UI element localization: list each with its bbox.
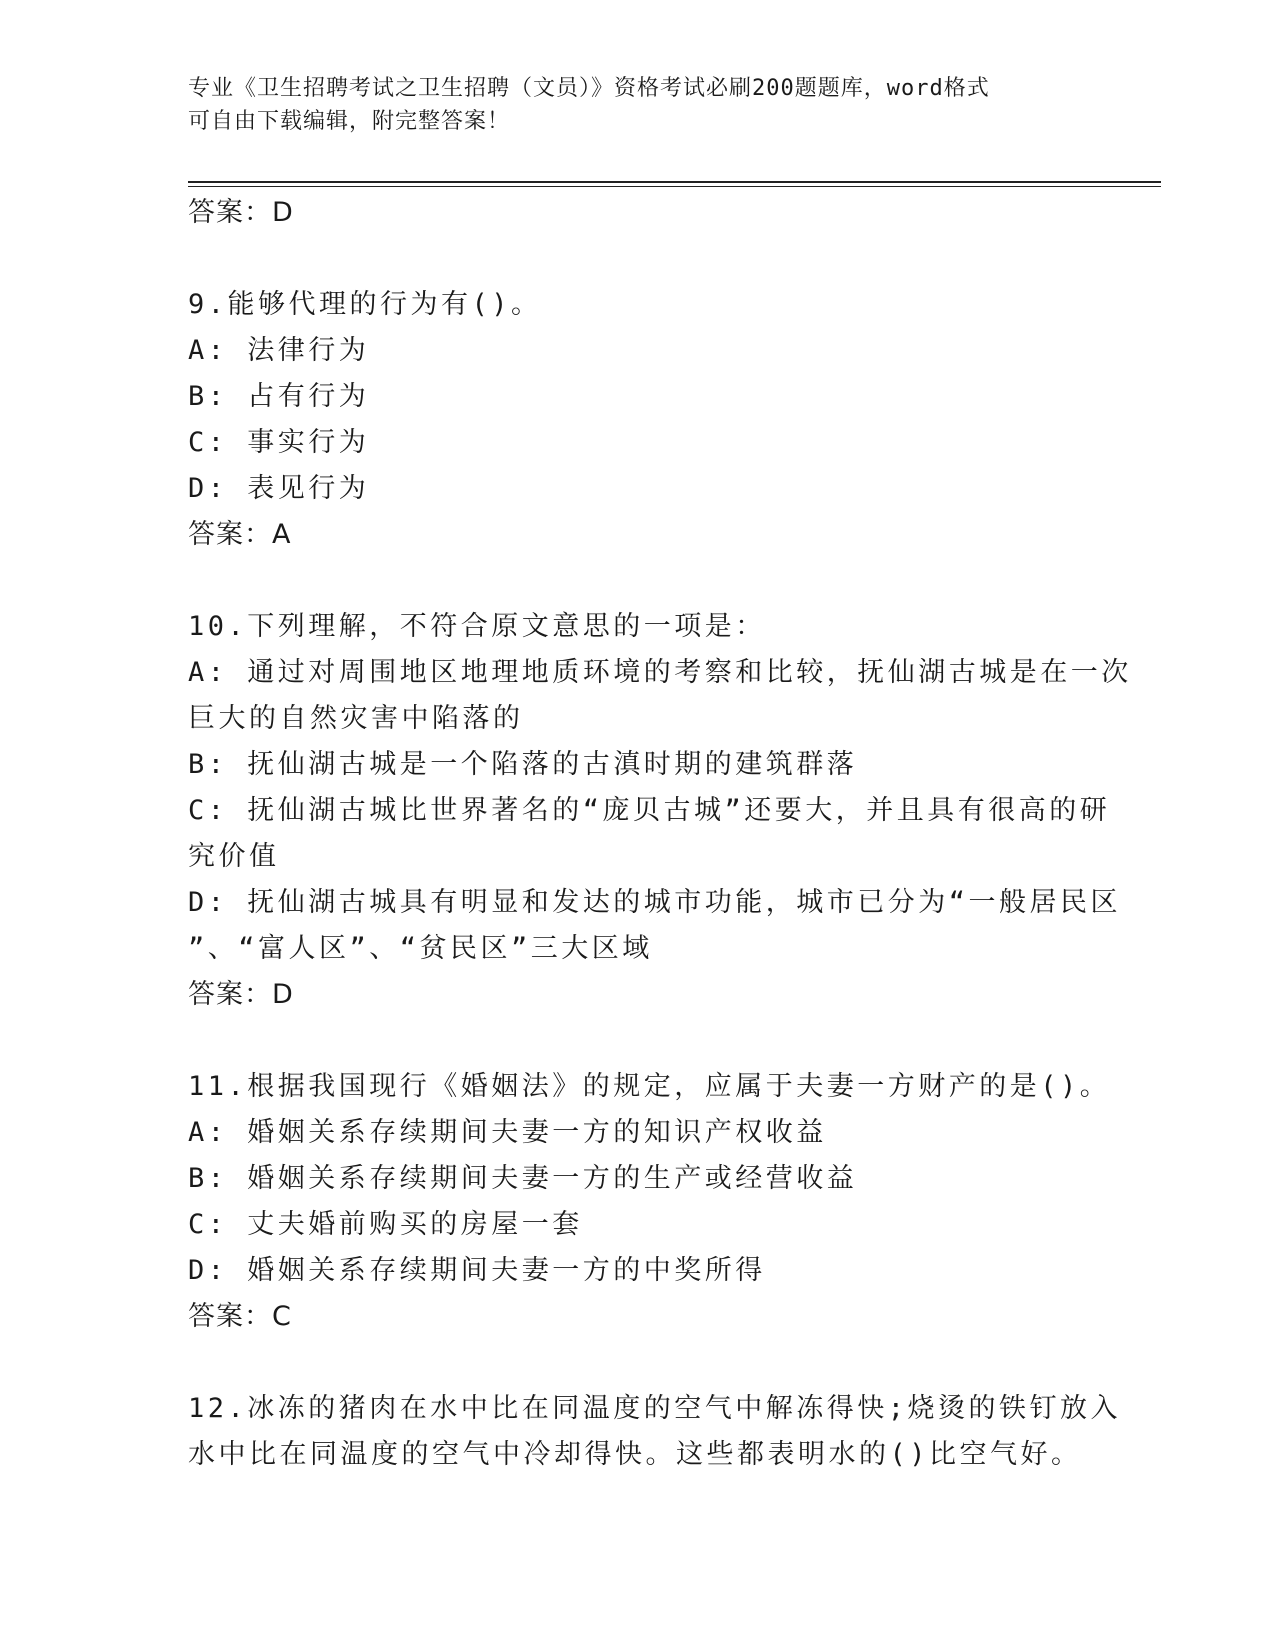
- q12-question-line-2: 水中比在同温度的空气中冷却得快。这些都表明水的()比空气好。: [188, 1439, 1082, 1470]
- q9-option-b: B: 占有行为: [188, 381, 370, 412]
- q10-option-d-line-1: D: 抚仙湖古城具有明显和发达的城市功能，城市已分为“一般居民区: [188, 887, 1122, 918]
- q11-option-b: B: 婚姻关系存续期间夫妻一方的生产或经营收益: [188, 1163, 858, 1194]
- q10-option-c-line-2: 究价值: [188, 841, 280, 872]
- q10-answer: 答案：D: [188, 979, 294, 1010]
- q9-question: 9.能够代理的行为有()。: [188, 289, 542, 320]
- header-rule-thin: [188, 186, 1161, 187]
- page-header: [188, 72, 1088, 138]
- header-line-2: 可自由下载编辑，附完整答案！: [188, 109, 511, 134]
- q10-option-b: B: 抚仙湖古城是一个陷落的古滇时期的建筑群落: [188, 749, 858, 780]
- q9-answer: 答案：A: [188, 519, 292, 550]
- q12-question-line-1: 12.冰冻的猪肉在水中比在同温度的空气中解冻得快;烧烫的铁钉放入: [188, 1393, 1122, 1424]
- header-line-1: 专业《卫生招聘考试之卫生招聘（文员）》资格考试必刷200题题库，word格式: [188, 76, 990, 101]
- spacer: [188, 558, 1088, 604]
- q10-option-d-line-2: ”、“富人区”、“贫民区”三大区域: [188, 933, 653, 964]
- answer-prev: 答案：D: [188, 197, 294, 228]
- q9-option-c: C: 事实行为: [188, 427, 370, 458]
- q9-option-d: D: 表见行为: [188, 473, 370, 504]
- q9-option-a: A: 法律行为: [188, 335, 370, 366]
- q11-question: 11.根据我国现行《婚姻法》的规定，应属于夫妻一方财产的是()。: [188, 1071, 1111, 1102]
- question-body: [188, 190, 1132, 1478]
- q10-option-a-line-1: A: 通过对周围地区地理地质环境的考察和比较，抚仙湖古城是在一次: [188, 657, 1132, 688]
- q10-question: 10.下列理解，不符合原文意思的一项是：: [188, 611, 766, 642]
- header-rule-thick: [188, 181, 1161, 183]
- spacer: [188, 236, 1088, 282]
- q10-option-c-line-1: C: 抚仙湖古城比世界著名的“庞贝古城”还要大，并且具有很高的研: [188, 795, 1111, 826]
- q11-answer: 答案：C: [188, 1301, 292, 1332]
- spacer: [188, 1018, 1088, 1064]
- q11-option-a: A: 婚姻关系存续期间夫妻一方的知识产权收益: [188, 1117, 827, 1148]
- q10-option-a-line-2: 巨大的自然灾害中陷落的: [188, 703, 524, 734]
- q11-option-d: D: 婚姻关系存续期间夫妻一方的中奖所得: [188, 1255, 766, 1286]
- q11-option-c: C: 丈夫婚前购买的房屋一套: [188, 1209, 583, 1240]
- spacer: [188, 1340, 1088, 1386]
